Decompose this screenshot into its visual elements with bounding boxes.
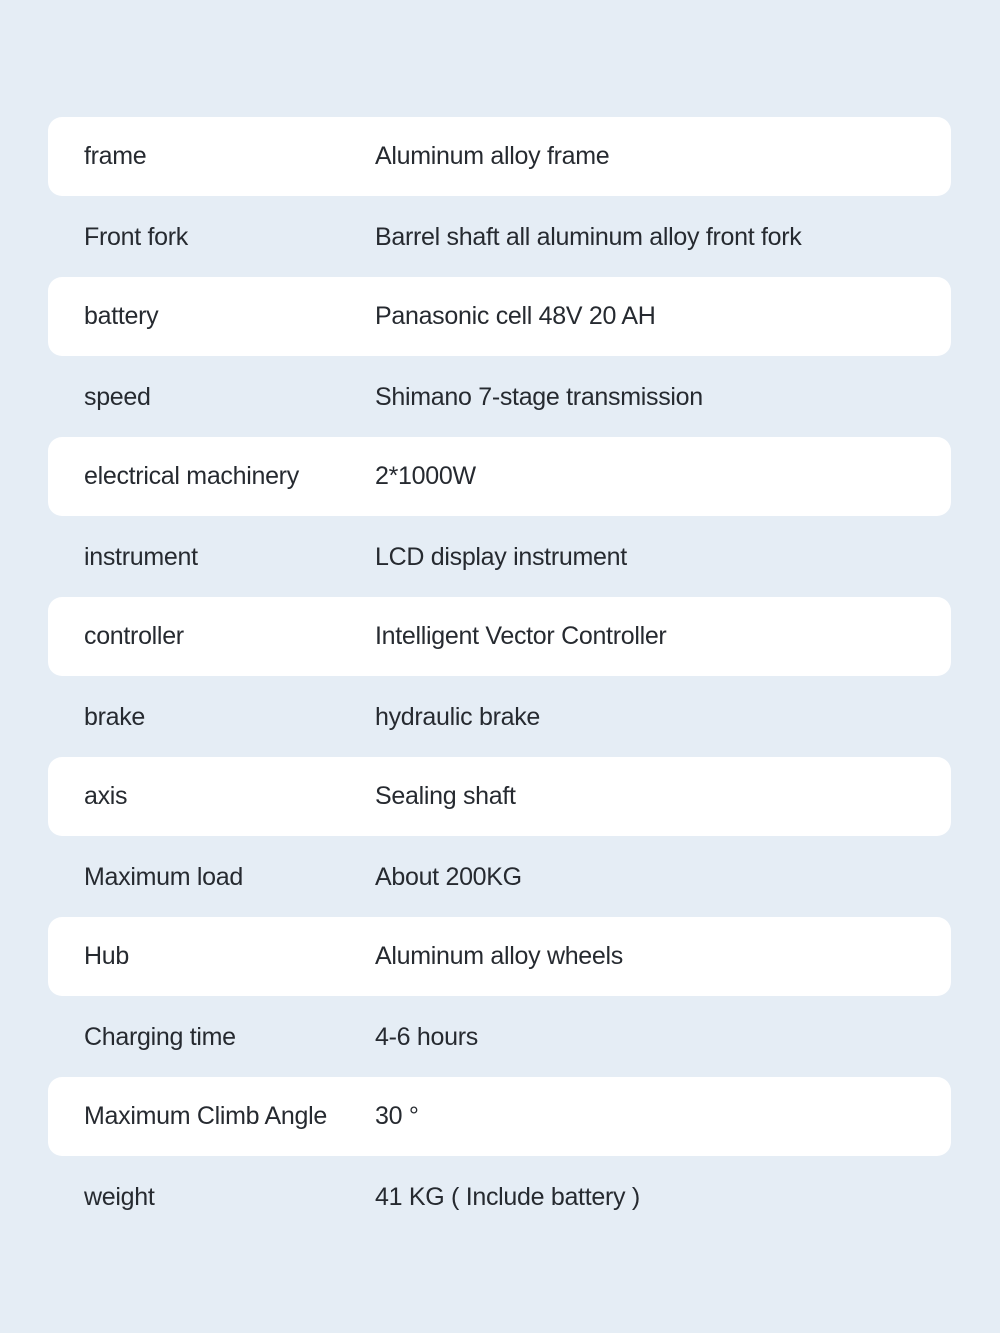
spec-value: Barrel shaft all aluminum alloy front fork xyxy=(375,222,802,251)
spec-label: Front fork xyxy=(84,222,188,251)
spec-value: Shimano 7-stage transmission xyxy=(375,382,703,411)
spec-value: hydraulic brake xyxy=(375,702,541,731)
spec-value: Aluminum alloy frame xyxy=(375,142,610,170)
spec-label: controller xyxy=(84,622,184,650)
spec-value: 30 ° xyxy=(375,1102,419,1130)
spec-row-hub xyxy=(48,917,951,996)
spec-label: Charging time xyxy=(84,1022,236,1051)
spec-value: 2*1000W xyxy=(375,462,476,490)
spec-label: Maximum load xyxy=(84,862,243,891)
spec-row-instrument xyxy=(48,517,951,597)
spec-row-frame xyxy=(48,117,951,196)
spec-row-controller xyxy=(48,597,951,676)
spec-row-electrical-machinery xyxy=(48,437,951,516)
spec-row-axis xyxy=(48,757,951,836)
spec-label: instrument xyxy=(84,542,198,571)
spec-row-brake xyxy=(48,677,951,757)
spec-table xyxy=(48,117,951,1237)
spec-value: Aluminum alloy wheels xyxy=(375,942,623,970)
spec-value: LCD display instrument xyxy=(375,542,627,571)
spec-label: battery xyxy=(84,302,159,330)
spec-row-weight xyxy=(48,1157,951,1237)
spec-row-front-fork xyxy=(48,197,951,277)
spec-row-charging-time xyxy=(48,997,951,1077)
spec-value: 4-6 hours xyxy=(375,1022,478,1051)
spec-label: Hub xyxy=(84,942,129,970)
spec-value: About 200KG xyxy=(375,862,522,891)
spec-value: 41 KG ( Include battery ) xyxy=(375,1182,640,1211)
spec-label: brake xyxy=(84,702,146,731)
spec-label: speed xyxy=(84,382,151,411)
spec-row-maximum-load xyxy=(48,837,951,917)
spec-label: weight xyxy=(84,1182,155,1211)
spec-row-battery xyxy=(48,277,951,356)
spec-value: Panasonic cell 48V 20 AH xyxy=(375,302,656,330)
spec-value: Sealing shaft xyxy=(375,782,516,810)
spec-row-maximum-climb-angle xyxy=(48,1077,951,1156)
spec-label: electrical machinery xyxy=(84,462,299,490)
spec-row-speed xyxy=(48,357,951,437)
spec-label: frame xyxy=(84,142,147,170)
spec-value: Intelligent Vector Controller xyxy=(375,622,667,650)
spec-label: Maximum Climb Angle xyxy=(84,1102,327,1130)
spec-label: axis xyxy=(84,782,128,810)
